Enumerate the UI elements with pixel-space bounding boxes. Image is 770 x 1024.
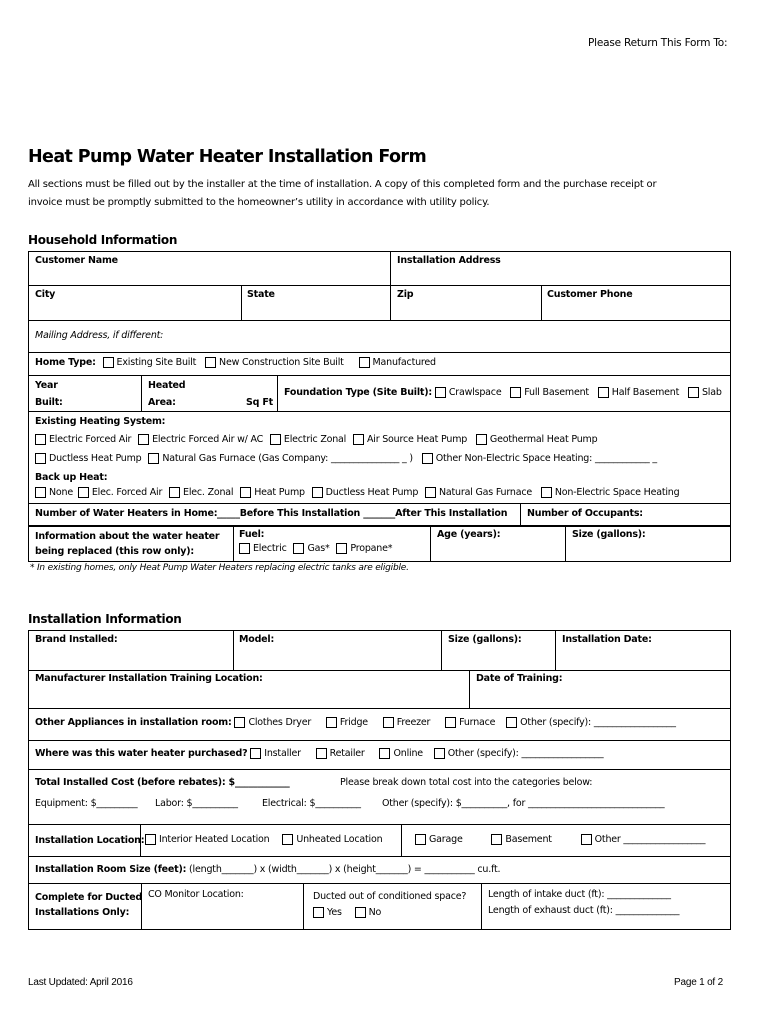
heating-elec-forced-air-label: Electric Forced Air [49, 434, 132, 445]
purchased-retailer-checkbox[interactable] [316, 748, 327, 759]
fuel-label: Fuel: [239, 529, 265, 540]
purchased-other-label: Other (specify): __________________ [447, 748, 604, 759]
total-cost-field[interactable]: Total Installed Cost (before rebates): $____________ [35, 777, 290, 788]
purchased-label: Where was this water heater purchased? [35, 748, 248, 759]
labor-field[interactable]: Labor: $__________ [155, 798, 238, 809]
location-interior-label: Interior Heated Location [159, 834, 270, 845]
location-garage-checkbox[interactable] [415, 834, 426, 845]
customer-name-label: Customer Name [35, 255, 118, 266]
city-label: City [35, 289, 56, 300]
page-number: Page 1 of 2 [674, 977, 723, 988]
foundation-half-basement-checkbox[interactable] [598, 387, 609, 398]
location-other-checkbox[interactable] [581, 834, 592, 845]
location-row-b [415, 834, 705, 845]
page-title: Heat Pump Water Heater Installation Form [28, 147, 427, 167]
heating-other-checkbox[interactable] [422, 453, 433, 464]
backup-heat-pump-checkbox[interactable] [240, 487, 251, 498]
appliance-furnace-label: Furnace [459, 717, 496, 728]
heating-ductless-checkbox[interactable] [35, 453, 46, 464]
breakdown-note: Please break down total cost into the categories below: [340, 777, 593, 788]
appliance-fridge-label: Fridge [339, 717, 368, 728]
size-label: Size (gallons): [572, 529, 646, 540]
appliances-row [35, 717, 676, 728]
age-label: Age (years): [437, 529, 501, 540]
backup-forced-air-checkbox[interactable] [78, 487, 89, 498]
fuel-propane-checkbox[interactable] [336, 543, 347, 554]
heating-elec-forced-air-checkbox[interactable] [35, 434, 46, 445]
foundation-row [284, 387, 722, 398]
home-type-row [35, 357, 436, 368]
backup-zonal-checkbox[interactable] [169, 487, 180, 498]
ducted-label-1: Complete for Ducted [35, 892, 143, 903]
heating-air-source-label: Air Source Heat Pump [366, 434, 468, 445]
ducted-yes-label: Yes [327, 907, 342, 918]
location-basement-checkbox[interactable] [491, 834, 502, 845]
ducted-no-checkbox[interactable] [355, 907, 366, 918]
appliance-furnace-checkbox[interactable] [445, 717, 456, 728]
training-location-label: Manufacturer Installation Training Location: [35, 673, 263, 684]
ducted-yes-checkbox[interactable] [313, 907, 324, 918]
home-type-new-checkbox[interactable] [205, 357, 216, 368]
electrical-field[interactable]: Electrical: $__________ [262, 798, 361, 809]
before-after-field[interactable]: _____Before This Installation _______After This Installation [217, 508, 508, 519]
heating-ductless-label: Ductless Heat Pump [49, 453, 142, 464]
appliance-dryer-checkbox[interactable] [234, 717, 245, 728]
backup-heat-pump-label: Heat Pump [254, 487, 305, 498]
foundation-slab-checkbox[interactable] [688, 387, 699, 398]
appliance-dryer-label: Clothes Dryer [248, 717, 312, 728]
fuel-electric-checkbox[interactable] [239, 543, 250, 554]
heating-row-2 [35, 453, 657, 464]
location-unheated-label: Unheated Location [296, 834, 383, 845]
existing-heating-label: Existing Heating System: [35, 416, 166, 427]
intro-line-2: invoice must be promptly submitted to the homeowner’s utility in accordance with utility policy. [28, 197, 490, 208]
backup-zonal-label: Elec. Zonal [183, 487, 234, 498]
heating-row-1 [35, 434, 597, 445]
foundation-crawlspace-label: Crawlspace [448, 387, 502, 398]
location-interior-checkbox[interactable] [145, 834, 156, 845]
year-label: Year [35, 380, 58, 391]
home-type-existing-label: Existing Site Built [116, 357, 197, 368]
purchased-row [35, 748, 603, 759]
backup-non-electric-checkbox[interactable] [541, 487, 552, 498]
customer-phone-label: Customer Phone [547, 289, 633, 300]
home-type-existing-checkbox[interactable] [103, 357, 114, 368]
last-updated: Last Updated: April 2016 [28, 977, 133, 988]
location-garage-label: Garage [429, 834, 463, 845]
foundation-half-basement-label: Half Basement [611, 387, 680, 398]
zip-label: Zip [397, 289, 414, 300]
other-cost-field[interactable]: Other (specify): $__________, for ______________________________ [382, 798, 665, 809]
model-label: Model: [239, 634, 275, 645]
heating-other-label: Other Non-Electric Space Heating: ____________ _ [435, 453, 657, 464]
backup-row [35, 487, 679, 498]
brand-label: Brand Installed: [35, 634, 118, 645]
home-type-manufactured-checkbox[interactable] [359, 357, 370, 368]
heating-geothermal-checkbox[interactable] [476, 434, 487, 445]
fuel-gas-label: Gas* [307, 543, 330, 554]
purchased-other-checkbox[interactable] [434, 748, 445, 759]
backup-non-electric-label: Non-Electric Space Heating [554, 487, 680, 498]
heating-air-source-checkbox[interactable] [353, 434, 364, 445]
fuel-row [239, 543, 392, 554]
backup-gas-furnace-checkbox[interactable] [425, 487, 436, 498]
return-label: Please Return This Form To: [588, 37, 728, 49]
fuel-gas-checkbox[interactable] [293, 543, 304, 554]
backup-gas-furnace-label: Natural Gas Furnace [439, 487, 533, 498]
appliance-freezer-label: Freezer [396, 717, 431, 728]
foundation-slab-label: Slab [701, 387, 722, 398]
purchased-installer-checkbox[interactable] [250, 748, 261, 759]
home-type-new-label: New Construction Site Built [219, 357, 344, 368]
fuel-electric-label: Electric [253, 543, 287, 554]
install-date-label: Installation Date: [562, 634, 652, 645]
ducted-no-label: No [368, 907, 382, 918]
backup-ductless-checkbox[interactable] [312, 487, 323, 498]
sqft-label: Sq Ft [246, 397, 273, 408]
foundation-crawlspace-checkbox[interactable] [435, 387, 446, 398]
intro-line-1: All sections must be filled out by the installer at the time of installation. A copy of this completed form and the purchase receipt or [28, 179, 657, 190]
ducted-label-2: Installations Only: [35, 907, 130, 918]
installation-address-label: Installation Address [397, 255, 501, 266]
purchased-online-label: Online [393, 748, 423, 759]
exhaust-duct-field[interactable]: Length of exhaust duct (ft): ______________ [488, 905, 680, 916]
ducted-out-label: Ducted out of conditioned space? [313, 891, 467, 902]
backup-none-checkbox[interactable] [35, 487, 46, 498]
heating-geothermal-label: Geothermal Heat Pump [489, 434, 598, 445]
area-label: Area: [148, 397, 176, 408]
location-other-label: Other __________________ [594, 834, 706, 845]
built-label: Built: [35, 397, 63, 408]
installation-heading: Installation Information [28, 612, 182, 626]
purchased-online-checkbox[interactable] [379, 748, 390, 759]
info-replaced-line-1: Information about the water heater [35, 531, 220, 542]
appliance-freezer-checkbox[interactable] [383, 717, 394, 728]
foundation-full-basement-checkbox[interactable] [510, 387, 521, 398]
room-size-label: Installation Room Size (feet): [35, 864, 187, 875]
heated-label: Heated [148, 380, 186, 391]
appliances-label: Other Appliances in installation room: [35, 717, 232, 728]
appliance-fridge-checkbox[interactable] [326, 717, 337, 728]
foundation-full-basement-label: Full Basement [524, 387, 589, 398]
heating-elec-forced-air-ac-label: Electric Forced Air w/ AC [152, 434, 264, 445]
equipment-field[interactable]: Equipment: $_________ [35, 798, 138, 809]
ducted-out-row [313, 907, 381, 918]
appliance-other-label: Other (specify): __________________ [520, 717, 676, 728]
mailing-address-label: Mailing Address, if different: [35, 330, 164, 341]
num-occupants-label: Number of Occupants: [527, 508, 643, 519]
backup-heat-label: Back up Heat: [35, 472, 108, 483]
household-heading: Household Information [28, 233, 178, 247]
co-monitor-label: CO Monitor Location: [148, 889, 244, 900]
training-date-label: Date of Training: [476, 673, 563, 684]
room-size-field[interactable]: (length_______) x (width_______) x (height_______) = ___________ cu.ft. [189, 864, 501, 875]
heating-elec-zonal-label: Electric Zonal [283, 434, 347, 445]
num-heaters-label: Number of Water Heaters in Home: [35, 508, 218, 519]
state-label: State [247, 289, 275, 300]
location-unheated-checkbox[interactable] [282, 834, 293, 845]
location-row-a [145, 834, 382, 845]
fuel-propane-label: Propane* [350, 543, 393, 554]
install-size-label: Size (gallons): [448, 634, 522, 645]
home-type-label: Home Type: [35, 357, 96, 368]
heating-gas-furnace-label: Natural Gas Furnace (Gas Company: _______________ _ ) [162, 453, 413, 464]
heating-gas-furnace-checkbox[interactable] [148, 453, 159, 464]
location-label: Installation Location: [35, 835, 145, 846]
foundation-label: Foundation Type (Site Built): [284, 387, 432, 398]
purchased-retailer-label: Retailer [329, 748, 365, 759]
backup-none-label: None [49, 487, 73, 498]
backup-ductless-label: Ductless Heat Pump [325, 487, 419, 498]
footnote: * In existing homes, only Heat Pump Water Heaters replacing electric tanks are eligible. [30, 563, 409, 573]
backup-forced-air-label: Elec. Forced Air [91, 487, 163, 498]
purchased-installer-label: Installer [264, 748, 301, 759]
room-size-row [35, 864, 500, 875]
appliance-other-checkbox[interactable] [506, 717, 517, 728]
heating-elec-forced-air-ac-checkbox[interactable] [138, 434, 149, 445]
heating-elec-zonal-checkbox[interactable] [270, 434, 281, 445]
intake-duct-field[interactable]: Length of intake duct (ft): ______________ [488, 889, 671, 900]
location-basement-label: Basement [505, 834, 552, 845]
home-type-manufactured-label: Manufactured [372, 357, 436, 368]
info-replaced-line-2: being replaced (this row only): [35, 546, 194, 557]
